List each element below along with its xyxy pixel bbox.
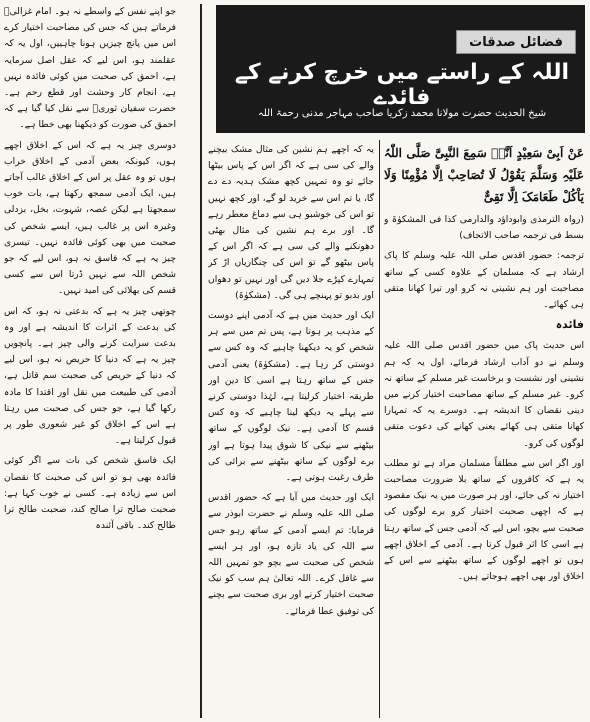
column-divider-left <box>200 4 202 718</box>
hadith-reference: (رواہ الترمذی وابوداؤد والدارمی کذا فی المشکوٰۃ و بسط فی ترجمہ صاحب الاتحاف) <box>384 214 584 242</box>
right-paragraph-1: اس حدیث پاک میں حضور اقدس صلی اللہ علیہ وسلم نے دو آداب ارشاد فرمائے، اول یہ کہ ہم نشینی اور نشست و برخاست غیر مسلم کے ساتھ نہ کرو۔ غیر مسلم کے ساتھ مصاحبت اختیار کرنے میں دینی نقصان کا اندیشہ ہے۔ دوسرے یہ کہ تمہارا کھانا متقی ہی کھائے یعنی کھانے کی دعوت متقی لوگوں کی کرو۔ <box>384 340 584 449</box>
article-title: اللہ کے راستے میں خرچ کرنے کے فائدے <box>234 60 570 110</box>
benefit-heading: فائدہ <box>555 318 584 332</box>
middle-paragraph-2: ایک اور حدیث میں ہے کہ آدمی اپنے دوست کے مذہب پر ہوتا ہے، پس تم میں سے ہر شخص کو یہ دیکھنا چاہیے کہ وہ کس سے دوستی کر رہا ہے۔ (مشکوٰۃ) یعنی آدمی جس کے ساتھ رہتا ہے اسی کا دین اور طریقہ اختیار کرلیتا ہے، لہٰذا دوستی کرنے سے پہلے یہ دیکھ لینا چاہیے کہ وہ کس قسم کا آدمی ہے۔ نیک لوگوں کے ساتھ بیٹھنے سے نیکی کا شوق پیدا ہوتا ہے اور برے لوگوں کے ساتھ بیٹھنے سے برائی کی طرف رغبت ہوتی ہے۔ <box>208 310 374 484</box>
column-left <box>4 4 176 718</box>
middle-paragraph-3: ایک اور حدیث میں آیا ہے کہ حضور اقدس صلی اللہ علیہ وسلم نے حضرت ابوذر سے فرمایا: تم ایسے آدمی کے ساتھ رہو جس سے اللہ کی یاد تازہ ہو، اور ہر ایسے شخص کی صحبت سے بچو جو تمہیں اللہ سے غافل کرے۔ اللہ تعالیٰ ہم سب کو نیک صحبت اختیار کرنے اور بری صحبت سے بچنے کی توفیق عطا فرمائے۔ <box>208 492 374 617</box>
middle-paragraph-1: یہ کہ اچھے ہم نشین کی مثال مشک بیچنے والے کی سی ہے کہ اگر اس کے پاس بیٹھا جائے تو وہ تمہیں کچھ مشک ہدیہ دے دے گا، یا تم اس سے خرید لو گے، اور کچھ نہیں تو اس کی خوشبو ہی سے دماغ معطر رہے گا۔ اور برے ہم نشین کی مثال بھٹی دھونکنے والے کی سی ہے کہ اگر اس کے پاس بیٹھو گے تو اس کی چنگاریاں اڑ کر تمہارے کپڑے جلا دیں گی اور نہیں تو دھواں اور بدبو تو پہنچے ہی گی۔ (مشکوٰۃ) <box>208 144 374 301</box>
hadith-translation: ترجمہ: حضور اقدس صلی اللہ علیہ وسلم کا پاک ارشاد ہے کہ مسلمان کے علاوہ کسی کے ساتھ مصاحبت اور ہم نشینی نہ کرو اور تیرا کھانا متقی ہی کھائے۔ <box>384 250 584 311</box>
arabic-hadith: عَنْ اَبِیْ سَعِیْدٍ اَنَّہٗ سَمِعَ النَّبِیَّ صَلَّی اللّٰہُ عَلَیْہِ وَسَلَّمَ یَقُوْلُ لَا تُصَاحِبْ اِلَّا مُؤْمِنًا وَلَا یَاْکُلْ طَعَامَکَ اِلَّا تَقِیٌّ <box>384 146 584 204</box>
left-paragraph-3: چوتھی چیز یہ ہے کہ بدعتی نہ ہو، کہ اس کی بدعت کے اثرات کا اندیشہ ہے اور وہ بدعت سرایت کرنے والی چیز ہے۔ پانچویں چیز یہ ہے کہ دنیا کا حریص نہ ہو، اس لیے کہ دنیا کے حریص کی صحبت سم قاتل ہے، آدمی کی طبیعت میں نقل اور اقتدا کا مادہ رکھا گیا ہے، جو جس کی صحبت میں رہتا ہے اس کے اخلاق کو غیر شعوری طور پر قبول کرلیتا ہے۔ <box>4 305 176 447</box>
left-paragraph-1: جو اپنے نفس کے واسطے نہ ہو۔ امام غزالیؒ فرماتے ہیں کہ جس کی مصاحبت اختیار کرے اس میں پانچ چیزیں ہونا چاہییں، اول یہ کہ عقلمند ہو، اس لیے کہ عقل اصل سرمایہ ہے، احمق کی صحبت میں کوئی فائدہ نہیں ہے، انجام کار وحشت اور قطع رحم ہے۔ حضرت سفیان ثوریؒ سے نقل کیا گیا ہے کہ احمق کی صورت کو دیکھنا بھی خطا ہے۔ <box>4 6 176 131</box>
column-right <box>384 142 584 718</box>
column-middle <box>208 142 374 718</box>
right-paragraph-2: اور اگر اس سے مطلقاً مسلمان مراد ہے تو مطلب یہ ہے کہ کافروں کے ساتھ بلا ضرورت مصاحبت اختیار نہ کی جائے، اور ہر صورت میں یہ نیک مقصود ہے کہ اچھی صحبت اختیار کرو برے لوگوں کی صحبت سے بچو، اس لیے کہ آدمی جس کے ساتھ رہتا ہے اسی کا اثر قبول کرتا ہے۔ آدمی کے اخلاق اچھے ہوں تو اچھے لوگوں کے ساتھ بیٹھنے سے اس کے اخلاق اور بھی اچھے ہوجاتے ہیں۔ <box>384 457 584 583</box>
series-label-box <box>456 30 576 54</box>
article-author: شیخ الحدیث حضرت مولانا محمد زکریا صاحب مہاجر مدنی رحمۃ اللہ <box>257 108 547 119</box>
left-paragraph-4: ایک فاسق شخص کی بات سے اگر کوئی فائدہ بھی ہو تو اس کی صحبت کا نقصان اس سے زیادہ ہے۔ کسی نے خوب کہا ہے: صحبت صالح ترا صالح کند، صحبت طالح ترا طالح کند۔ باقی آئندہ <box>4 455 176 532</box>
series-label: فضائل صدقات <box>469 34 563 50</box>
left-paragraph-2: دوسری چیز یہ ہے کہ اس کے اخلاق اچھے ہوں، کیونکہ بعض آدمی کے اخلاق خراب ہوں تو وہ عقل پر اس کے اخلاق غالب آجاتے ہیں، ایک آدمی سمجھ رکھتا ہے، بات خوب سمجھتا ہے لیکن غصہ، شہوت، بخل، بزدلی وغیرہ اس پر غالب ہیں، ایسے شخص کی صحبت میں بھی کوئی فائدہ نہیں۔ تیسری چیز یہ ہے کہ فاسق نہ ہو، اس لیے کہ جو شخص اللہ سے نہیں ڈرتا اس سے کسی قسم کی بھلائی کی امید نہیں۔ <box>4 139 176 297</box>
column-divider-mid <box>379 140 380 718</box>
